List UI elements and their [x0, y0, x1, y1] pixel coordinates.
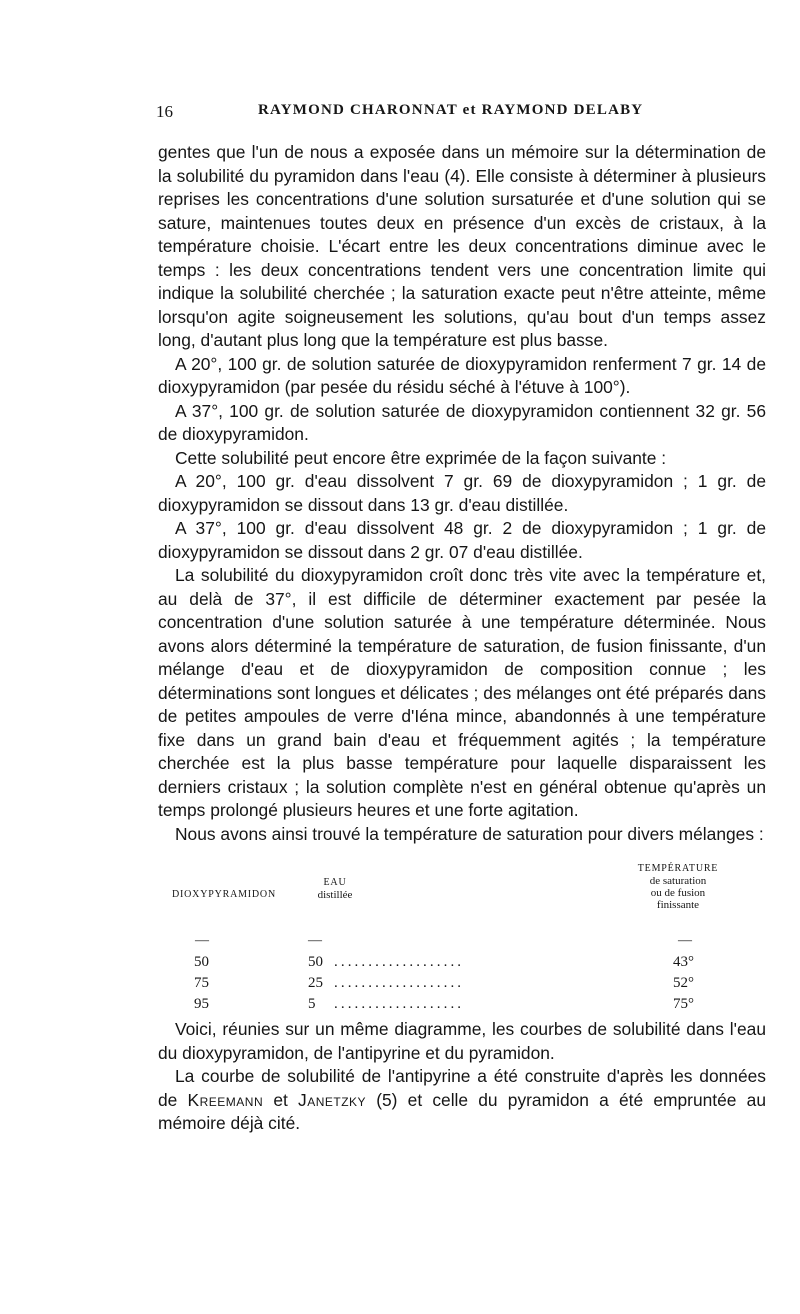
column-separator: — [308, 933, 322, 948]
paragraph-method: La solubilité du dioxypyramidon croît donc très vite avec la température et, au delà de 37°, il est difficile de déterminer exactement par pesée la concentration d'une solution saturée à une température déterminée. Nous avons alors déterminé la température de saturation, de fusion finissante, d'un mélange d'eau et de dioxypyramidon de composition connue ; les déterminations sont longues et délicates ; des mélanges ont été préparés dans de petites ampoules de verre d'Iéna mince, abandonnés à une température fixe dans un grand bain d'eau et fréquemment agités ; la température cherchée est la plus basse température pour laquelle disparaissent les derniers cristaux ; la solution complète n'est en général obtenue qu'après un temps prolongé plusieurs heures et une forte agitation. [158, 565, 766, 820]
cell-dioxypyramidon: 50 [194, 954, 209, 970]
paragraph-solubility-20: A 20°, 100 gr. de solution saturée de dioxypyramidon renferment 7 gr. 14 de dioxypyramidon (par pesée du résidu séché à l'étuve à 100°). [158, 353, 766, 397]
column-header-eau-line1: EAU [323, 877, 347, 888]
cell-eau: 25 [308, 975, 323, 991]
paragraph-water-37: A 37°, 100 gr. d'eau dissolvent 48 gr. 2 de dioxypyramidon ; 1 gr. de dioxypyramidon se dissout dans 2 gr. 07 d'eau distillée. [158, 518, 766, 562]
page-header [158, 100, 766, 126]
dot-leader: ................... [334, 975, 465, 991]
table-row [158, 972, 766, 992]
paragraph-continuation: gentes que l'un de nous a exposée dans un mémoire sur la détermination de la solubilité du pyramidon dans l'eau (4). Elle consiste à déterminer à plusieurs reprises les concentrations d'une solution sursaturée et d'une solution qui se sature, maintenues toutes deux en présence d'un excès de cristaux, à la température choisie. L'écart entre les deux concentrations diminue avec le temps : les deux concentrations tendent vers une concentration limite qui indique la solubilité cherchée ; la saturation exacte peut n'être atteinte, même lorsqu'on agite soigneusement les solutions, qu'au bout d'un temps assez long, d'autant plus long que la température est plus basse. [158, 142, 766, 350]
column-separator: — [678, 933, 692, 948]
column-header-eau [300, 877, 370, 901]
author-janetzky: Janetzky [298, 1089, 367, 1110]
cell-dioxypyramidon: 75 [194, 975, 209, 991]
column-header-temperature-line4: finissante [656, 899, 700, 911]
cell-dioxypyramidon: 95 [194, 996, 209, 1012]
column-header-eau-line2: distillée [317, 889, 353, 901]
saturation-table [158, 852, 766, 1012]
paragraph-solubility-37: A 37°, 100 gr. de solution saturée de dioxypyramidon contiennent 32 gr. 56 de dioxypyramidon. [158, 400, 766, 444]
dot-leader: ................... [334, 996, 465, 1012]
column-header-temperature [628, 863, 728, 911]
column-header-temperature-line1: TEMPÉRATURE [637, 863, 719, 874]
cell-eau: 5 [308, 996, 316, 1012]
cell-temperature: 43° [673, 954, 694, 970]
table-row [158, 951, 766, 971]
curve-sources-text-3: (5) et celle du pyramidon a été empruntée au mémoire déjà cité. [158, 1089, 766, 1133]
column-header-temperature-line3: ou de fusion [650, 887, 706, 899]
paragraph-table-intro: Nous avons ainsi trouvé la température de saturation pour divers mélanges : [175, 823, 764, 844]
author-kreemann: Kreemann [187, 1089, 264, 1110]
column-separator: — [195, 933, 209, 948]
column-header-dioxypyramidon: DIOXYPYRAMIDON [172, 889, 276, 900]
table-row [158, 993, 766, 1013]
curve-sources-text-1: La courbe de solubilité de l'antipyrine a été construite d'après les données de [158, 1066, 766, 1110]
page-number: 16 [156, 102, 173, 121]
dot-leader: ................... [334, 954, 465, 970]
paragraph-water-20: A 20°, 100 gr. d'eau dissolvent 7 gr. 69 de dioxypyramidon ; 1 gr. de dioxypyramidon se dissout dans 13 gr. d'eau distillée. [158, 471, 766, 515]
column-header-temperature-line2: de saturation [649, 875, 707, 887]
cell-eau: 50 [308, 954, 323, 970]
curve-sources-text-2: et [263, 1089, 298, 1110]
paragraph-curve-sources [158, 1065, 766, 1136]
paragraph-diagram: Voici, réunies sur un même diagramme, les courbes de solubilité dans l'eau du dioxypyramidon, de l'antipyrine et du pyramidon. [158, 1019, 766, 1063]
paragraph-alternate-expression: Cette solubilité peut encore être exprimée de la façon suivante : [175, 447, 667, 468]
cell-temperature: 75° [673, 996, 694, 1012]
page [158, 100, 766, 1136]
body-text [158, 141, 766, 1136]
running-title: RAYMOND CHARONNAT et RAYMOND DELABY [258, 102, 644, 118]
cell-temperature: 52° [673, 975, 694, 991]
